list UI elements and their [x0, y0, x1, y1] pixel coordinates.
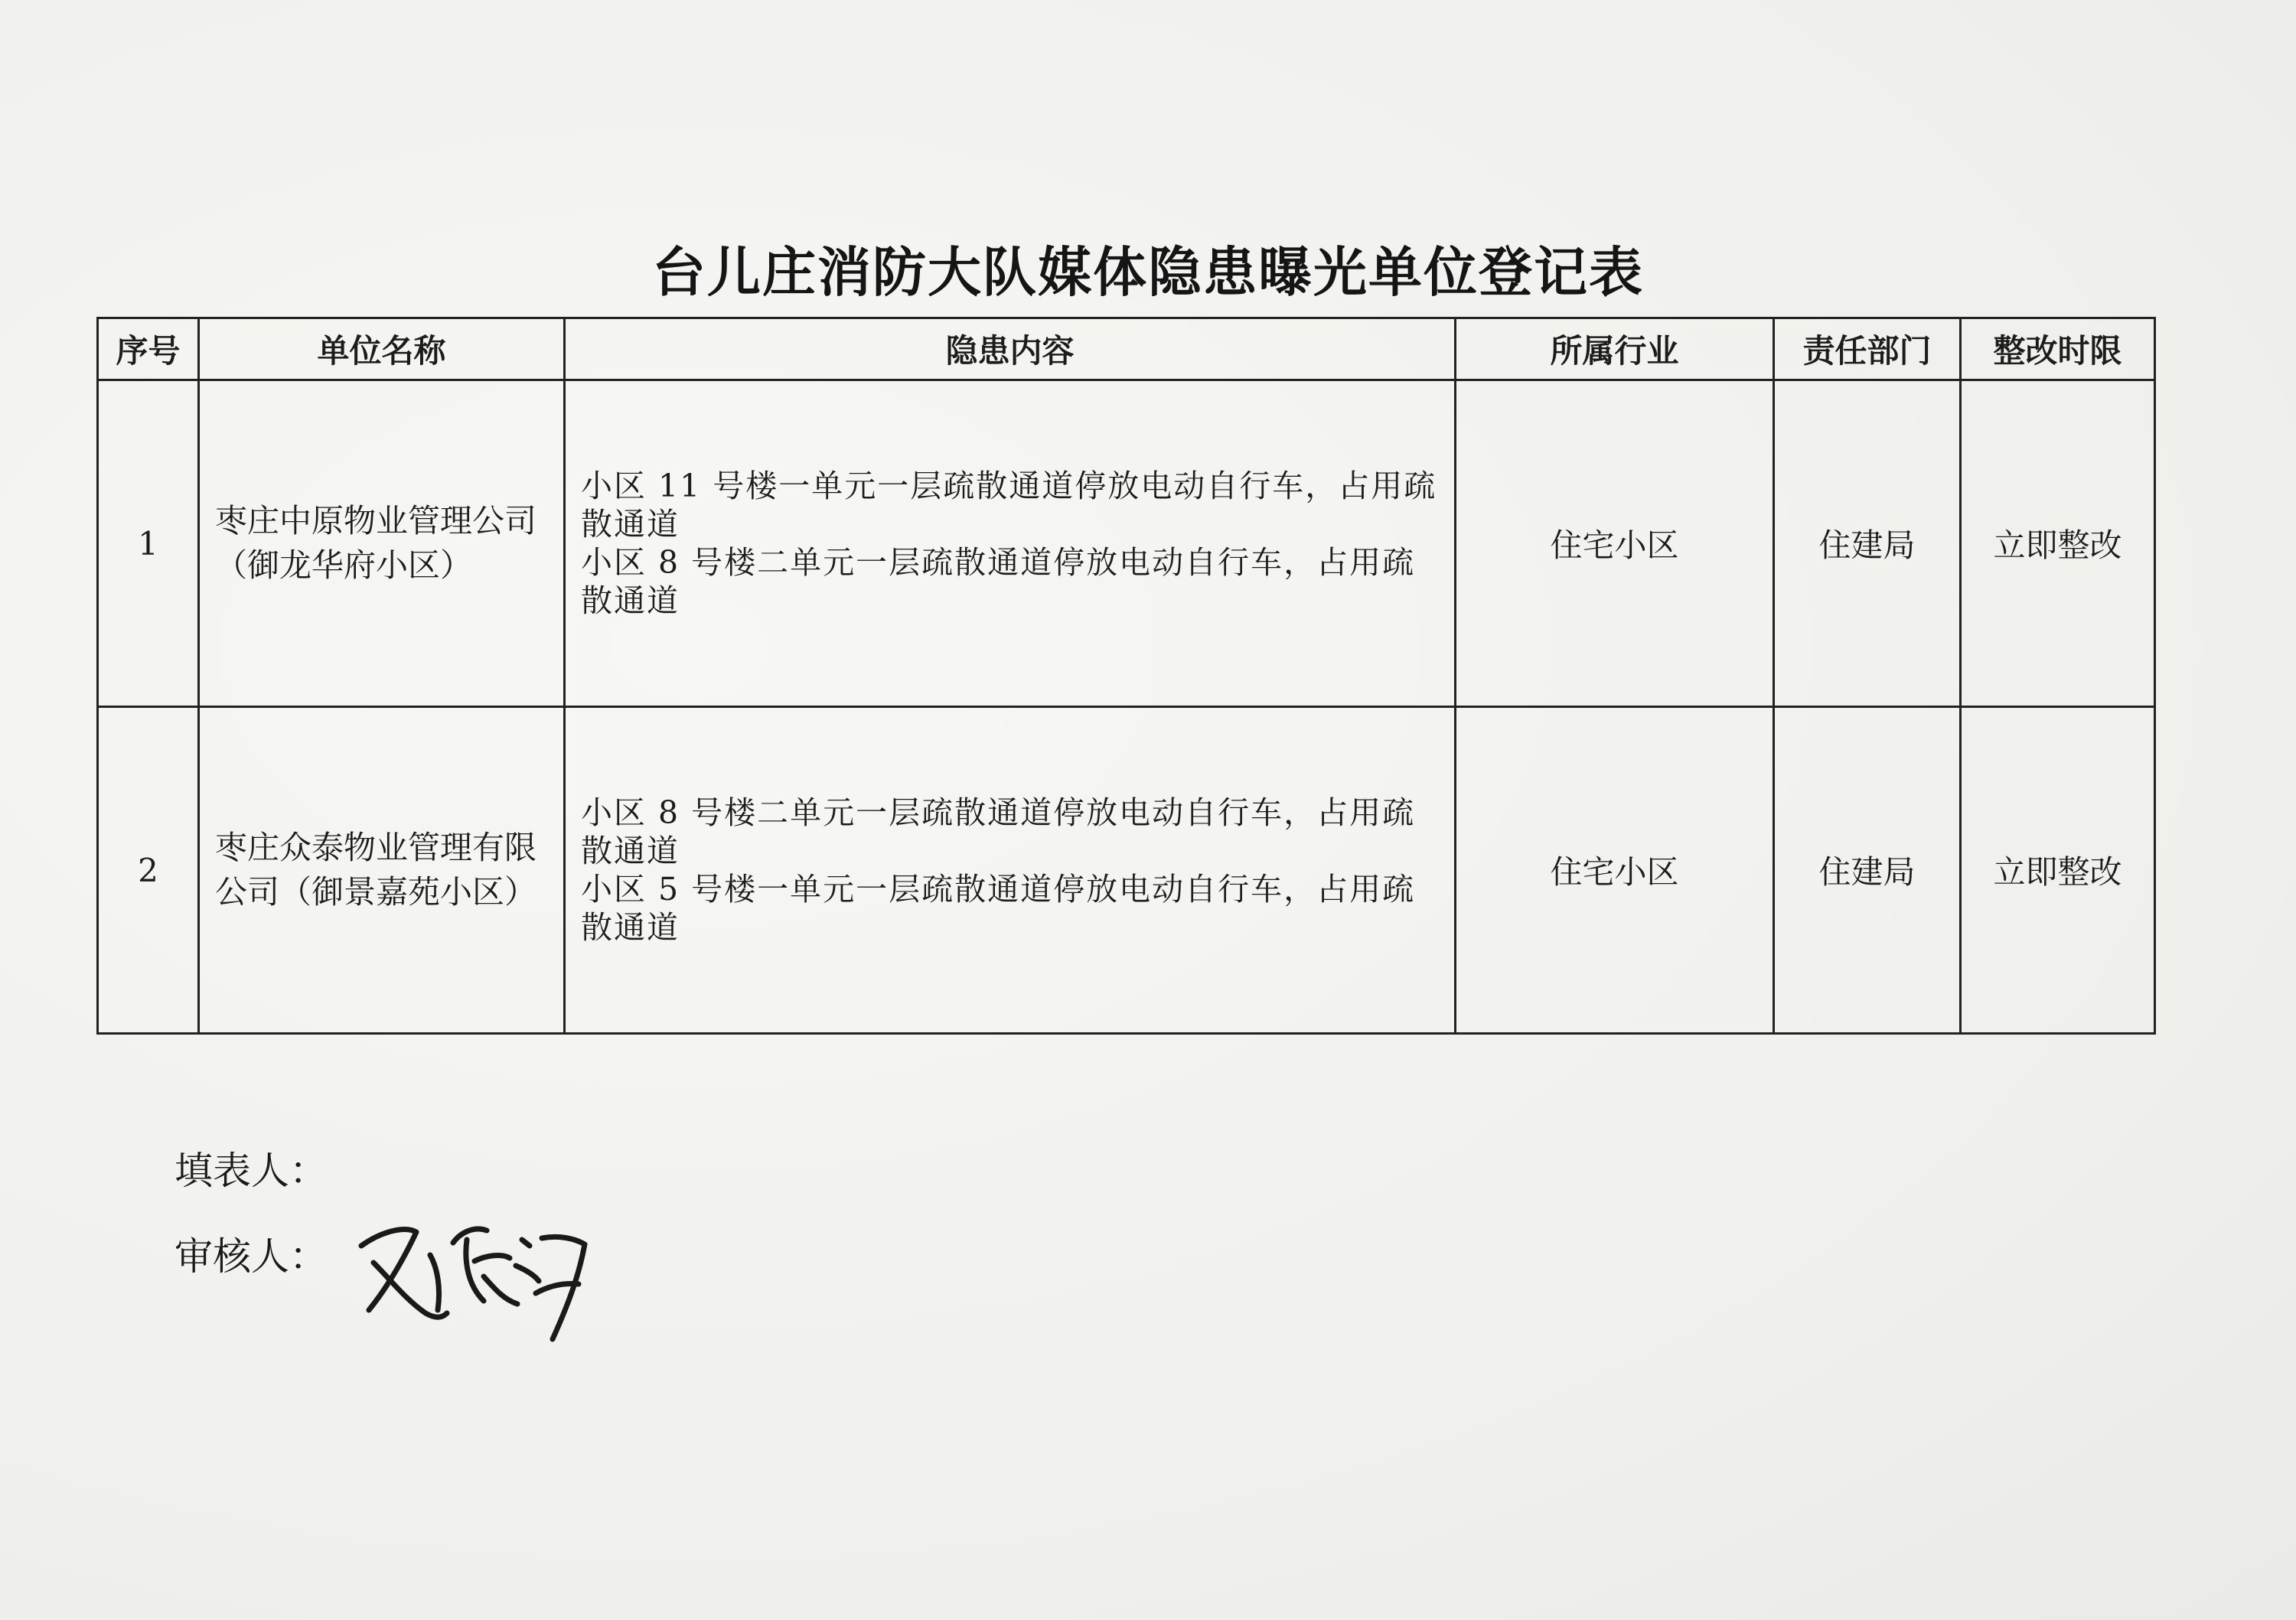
reviewer-signature	[352, 1209, 597, 1347]
reviewer-label: 审核人：	[174, 1234, 328, 1279]
hazard-item: 小区 8 号楼二单元一层疏散通道停放电动自行车，占用疏散通道	[581, 544, 1416, 619]
filler-label: 填表人：	[174, 1149, 328, 1193]
header-unit-name: 单位名称	[199, 318, 565, 380]
row-industry: 住宅小区	[1456, 707, 1774, 1034]
row-unit-name: 枣庄众泰物业管理有限公司（御景嘉苑小区）	[199, 707, 565, 1034]
row-unit-name: 枣庄中原物业管理公司（御龙华府小区）	[199, 380, 565, 707]
document-title: 台儿庄消防大队媒体隐患曝光单位登记表	[652, 241, 1644, 304]
row-index: 2	[98, 707, 199, 1034]
header-industry: 所属行业	[1456, 318, 1774, 380]
hazard-item: 小区 11 号楼一单元一层疏散通道停放电动自行车，占用疏散通道	[581, 468, 1437, 543]
row-index: 1	[98, 380, 199, 707]
header-department: 责任部门	[1774, 318, 1961, 380]
row-deadline: 立即整改	[1961, 380, 2155, 707]
hazard-item: 小区 5 号楼一单元一层疏散通道停放电动自行车，占用疏散通道	[581, 871, 1416, 946]
header-hazard-content: 隐患内容	[565, 318, 1456, 380]
header-deadline: 整改时限	[1961, 318, 2155, 380]
register-table	[96, 317, 2156, 1035]
hazard-item: 小区 8 号楼二单元一层疏散通道停放电动自行车，占用疏散通道	[581, 794, 1416, 869]
row-hazard-content	[565, 380, 1456, 707]
row-industry: 住宅小区	[1456, 380, 1774, 707]
row-deadline: 立即整改	[1961, 707, 2155, 1034]
table-header-row	[98, 318, 2155, 380]
header-index: 序号	[98, 318, 199, 380]
row-hazard-content	[565, 707, 1456, 1034]
row-department: 住建局	[1774, 380, 1961, 707]
row-department: 住建局	[1774, 707, 1961, 1034]
table-row	[98, 707, 2155, 1034]
table-row	[98, 380, 2155, 707]
